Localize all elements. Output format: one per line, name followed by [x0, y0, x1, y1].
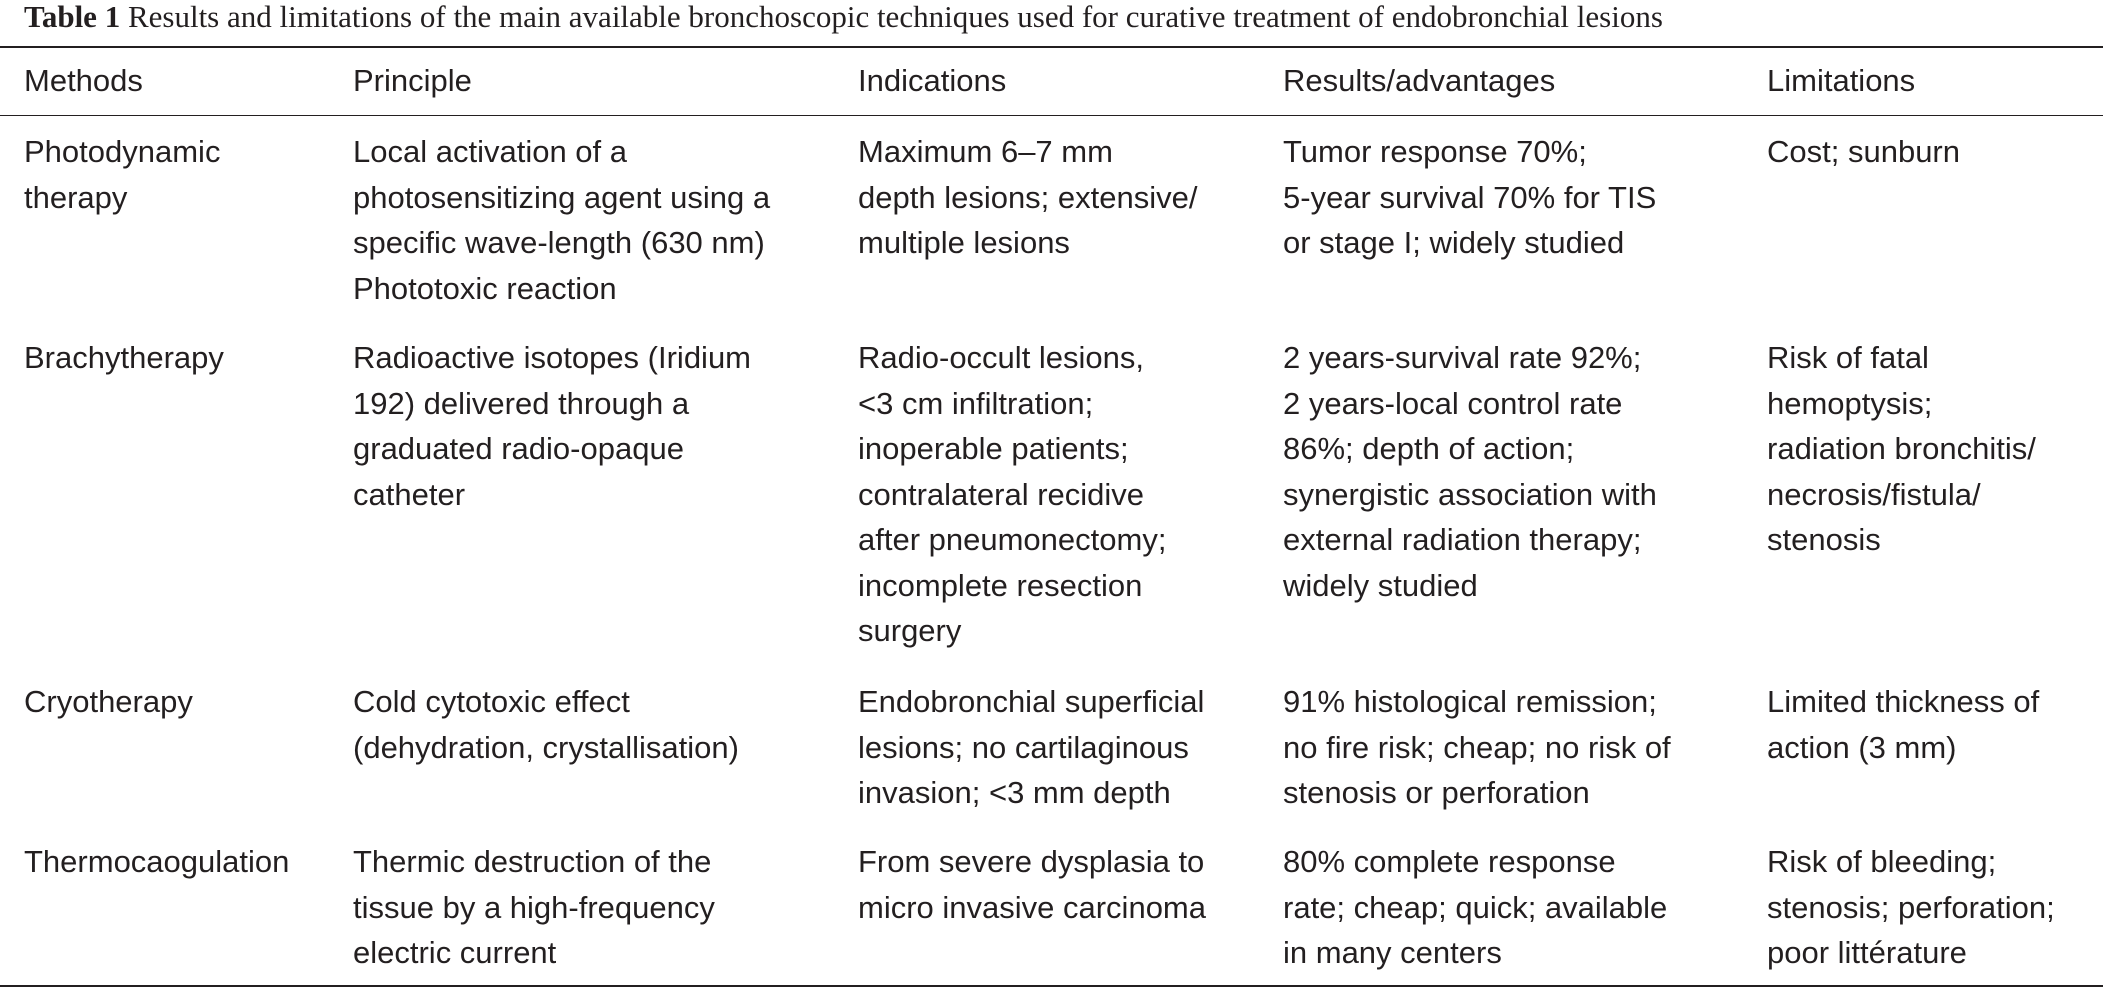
- row-brachytherapy-results: 2 years-survival rate 92%; 2 years-local control rate 86%; depth of action; synergistic association with external radiation therapy; widely studied: [1283, 340, 1657, 603]
- row-brachytherapy-limitations: Risk of fatal hemoptysis; radiation bronchitis/ necrosis/fistula/ stenosis: [1767, 340, 2036, 557]
- row-brachytherapy-methods: Brachytherapy: [24, 340, 224, 375]
- table-caption: [24, 0, 1663, 42]
- header-methods: Methods: [24, 63, 143, 98]
- row-photodynamic-indications: Maximum 6–7 mm depth lesions; extensive/ multiple lesions: [858, 134, 1198, 260]
- row-thermocaogulation-indications: From severe dysplasia to micro invasive carcinoma: [858, 844, 1206, 925]
- row-photodynamic-methods: Photodynamic therapy: [24, 134, 221, 215]
- header-principle: Principle: [353, 63, 472, 98]
- row-cryotherapy-limitations: Limited thickness of action (3 mm): [1767, 684, 2040, 765]
- table-caption-label: Table 1: [24, 0, 121, 34]
- row-thermocaogulation-principle: Thermic destruction of the tissue by a high-frequency electric current: [353, 844, 715, 970]
- row-cryotherapy-indications: Endobronchial superficial lesions; no cartilaginous invasion; <3 mm depth: [858, 684, 1205, 810]
- row-thermocaogulation-limitations: Risk of bleeding; stenosis; perforation; poor littérature: [1767, 844, 2055, 970]
- row-cryotherapy-methods: Cryotherapy: [24, 684, 193, 719]
- header-limitations: Limitations: [1767, 63, 1916, 98]
- row-photodynamic-limitations: Cost; sunburn: [1767, 134, 1960, 169]
- table-bottom-rule: [0, 985, 2103, 987]
- table-caption-text: Results and limitations of the main available bronchoscopic techniques used for curative treatment of endobronchial lesions: [127, 0, 1663, 34]
- row-thermocaogulation-methods: Thermocaogulation: [24, 844, 290, 879]
- table-header-rule: [0, 115, 2103, 116]
- header-indications: Indications: [858, 63, 1007, 98]
- row-brachytherapy-indications: Radio-occult lesions, <3 cm infiltration; inoperable patients; contralateral recidive after pneumonectomy; incomplete resection surgery: [858, 340, 1167, 648]
- row-thermocaogulation-results: 80% complete response rate; cheap; quick; available in many centers: [1283, 844, 1668, 970]
- row-photodynamic-results: Tumor response 70%; 5-year survival 70% for TIS or stage I; widely studied: [1283, 134, 1657, 260]
- row-photodynamic-principle: Local activation of a photosensitizing agent using a specific wave-length (630 nm) Phototoxic reaction: [353, 134, 771, 306]
- table-top-rule: [0, 46, 2103, 48]
- header-results-advantages: Results/advantages: [1283, 63, 1556, 98]
- row-brachytherapy-principle: Radioactive isotopes (Iridium 192) delivered through a graduated radio-opaque catheter: [353, 340, 752, 512]
- row-cryotherapy-results: 91% histological remission; no fire risk; cheap; no risk of stenosis or perforation: [1283, 684, 1671, 810]
- row-cryotherapy-principle: Cold cytotoxic effect (dehydration, crystallisation): [353, 684, 739, 765]
